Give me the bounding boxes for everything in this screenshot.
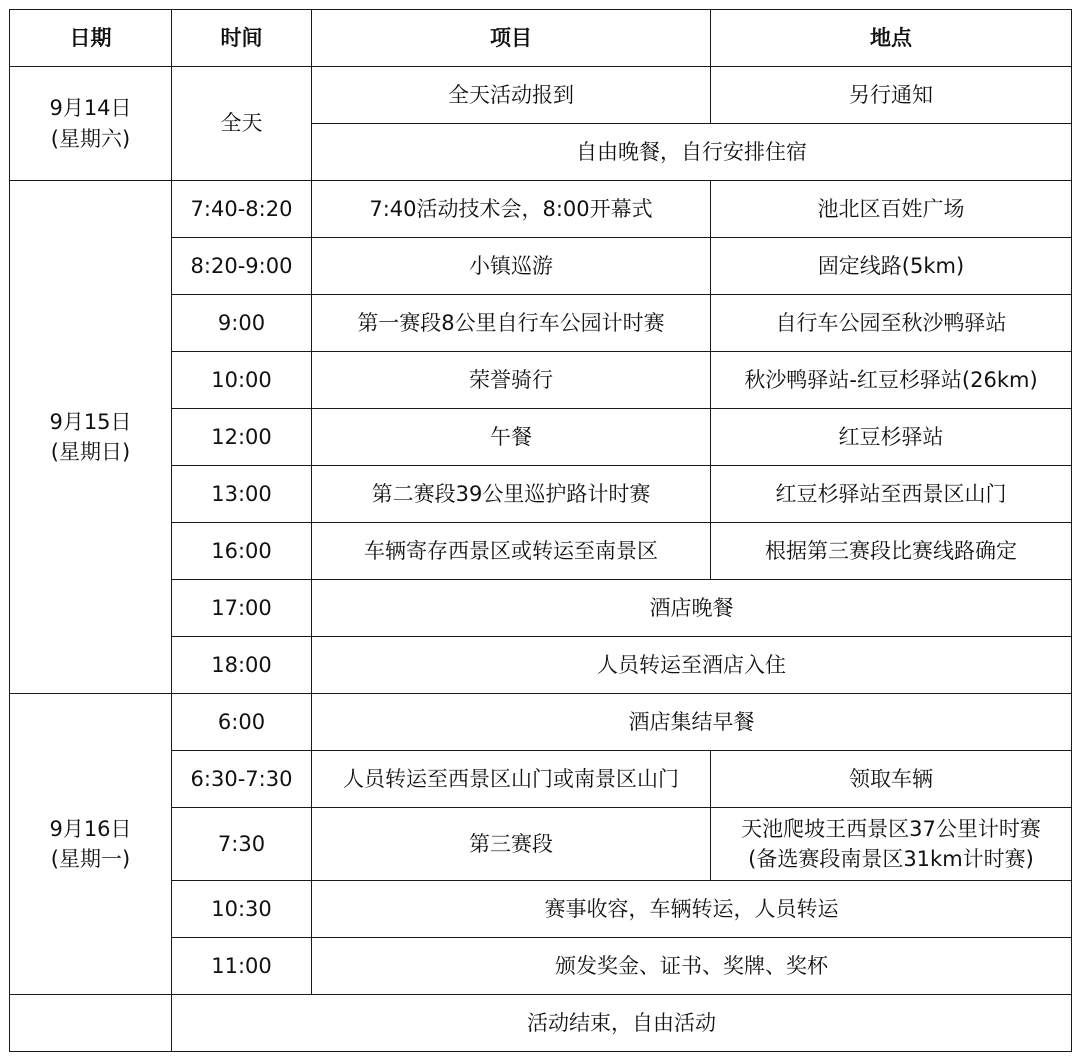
merged-cell: 人员转运至酒店入住 [312,637,1072,694]
item-cell: 荣誉骑行 [312,352,711,409]
date-cell [10,67,172,181]
time-cell: 6:30-7:30 [172,751,312,808]
time-cell: 13:00 [172,466,312,523]
time-cell: 17:00 [172,580,312,637]
item-cell: 第三赛段 [312,808,711,881]
time-cell: 6:00 [172,694,312,751]
date-cell [10,694,172,995]
schedule-table [9,9,1072,1052]
item-cell: 午餐 [312,409,711,466]
time-cell: 11:00 [172,938,312,995]
merged-cell: 活动结束，自由活动 [172,995,1072,1052]
date-text: 9月16日 [49,816,132,841]
item-cell: 人员转运至西景区山门或南景区山门 [312,751,711,808]
empty-cell [10,995,172,1052]
merged-cell: 酒店晚餐 [312,580,1072,637]
location-cell: 池北区百姓广场 [711,181,1072,238]
weekday-text: (星期六) [50,126,131,151]
header-date: 日期 [10,10,172,67]
location-line: 天池爬坡王西景区37公里计时赛 [741,816,1041,841]
location-cell: 自行车公园至秋沙鸭驿站 [711,295,1072,352]
item-cell: 小镇巡游 [312,238,711,295]
time-cell: 12:00 [172,409,312,466]
location-cell: 固定线路(5km) [711,238,1072,295]
weekday-text: (星期一) [50,847,131,871]
time-cell: 16:00 [172,523,312,580]
date-text: 9月14日 [49,96,132,121]
time-cell: 9:00 [172,295,312,352]
location-line: (备选赛段南景区31km计时赛) [748,847,1034,871]
time-cell: 7:30 [172,808,312,881]
item-cell: 第二赛段39公里巡护路计时赛 [312,466,711,523]
header-time: 时间 [172,10,312,67]
location-cell: 根据第三赛段比赛线路确定 [711,523,1072,580]
merged-cell: 赛事收容，车辆转运，人员转运 [312,881,1072,938]
merged-cell: 酒店集结早餐 [312,694,1072,751]
item-cell: 第一赛段8公里自行车公园计时赛 [312,295,711,352]
table-row [10,694,1072,751]
item-cell: 7:40活动技术会，8:00开幕式 [312,181,711,238]
time-cell: 8:20-9:00 [172,238,312,295]
item-cell: 全天活动报到 [312,67,711,124]
location-cell: 领取车辆 [711,751,1072,808]
location-cell: 红豆杉驿站 [711,409,1072,466]
location-cell: 红豆杉驿站至西景区山门 [711,466,1072,523]
table-row [10,67,1072,124]
location-cell: 另行通知 [711,67,1072,124]
date-text: 9月15日 [49,409,132,434]
header-row [10,10,1072,67]
location-cell: 秋沙鸭驿站-红豆杉驿站(26km) [711,352,1072,409]
merged-cell: 自由晚餐，自行安排住宿 [312,124,1072,181]
table-row [10,995,1072,1052]
time-cell: 10:00 [172,352,312,409]
item-cell: 车辆寄存西景区或转运至南景区 [312,523,711,580]
time-cell: 18:00 [172,637,312,694]
time-cell: 7:40-8:20 [172,181,312,238]
table-row [10,181,1072,238]
merged-cell: 颁发奖金、证书、奖牌、奖杯 [312,938,1072,995]
time-cell: 全天 [172,67,312,181]
date-cell [10,181,172,694]
location-cell [711,808,1072,881]
weekday-text: (星期日) [50,440,131,464]
time-cell: 10:30 [172,881,312,938]
header-item: 项目 [312,10,711,67]
header-location: 地点 [711,10,1072,67]
